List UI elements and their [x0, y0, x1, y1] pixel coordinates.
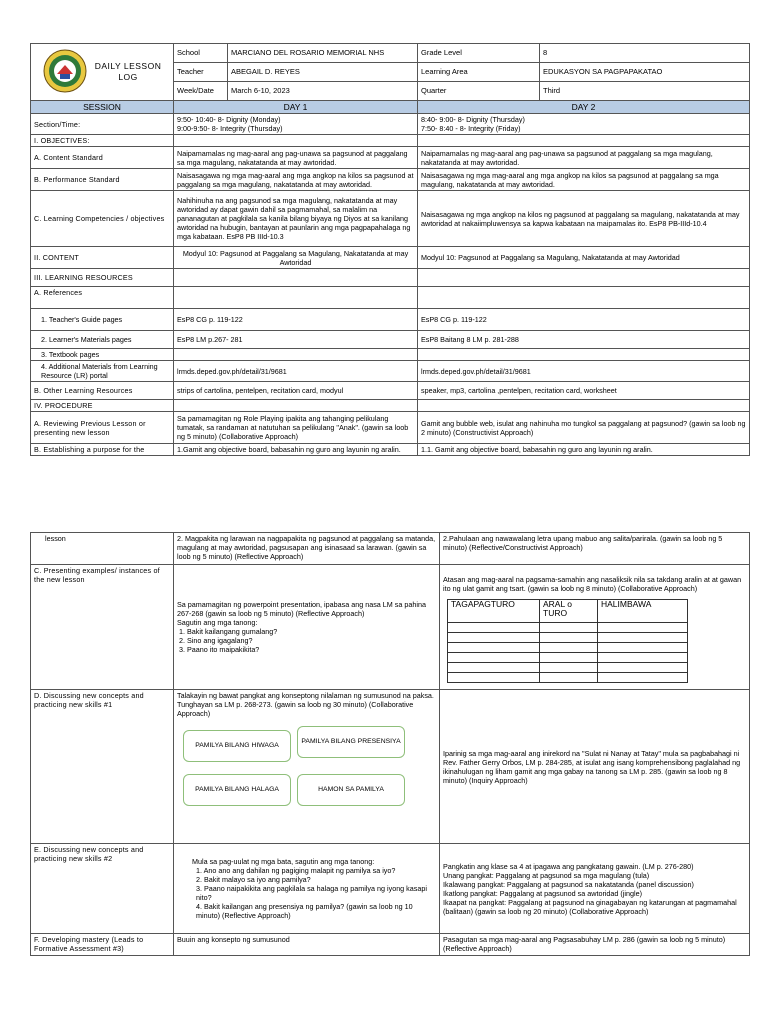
header-logo-cell: [31, 44, 174, 101]
discussing-concepts-2-day2: [440, 844, 750, 934]
tsart-cell: [448, 653, 540, 663]
discussing-concepts-1-day2: Iparinig sa mga mag-aaral ang inirekord na "Sulat ni Nanay at Tatay" mula sa pagbabahagi ni Rev. Father Gerry Orbos, LM p. 284-285, at isulat ang isang komprehensibong paglalahad ng ikinahulugan ng liham gamit ang mga gabay na tanong sa LM p. 285. (gawin sa loob ng 8 minuto) (Inquiry Approach): [440, 690, 750, 844]
teachers-guide-day2: EsP8 CG p. 119-122: [418, 309, 750, 331]
week-date-value: March 6-10, 2023: [228, 82, 418, 101]
discuss2-day2-group3: Ikatlong pangkat: Paggalang at pagsunod sa awtoridad (jingle): [443, 888, 642, 898]
learners-materials-day1: EsP8 LM p.267- 281: [174, 331, 418, 349]
concept-box-hamon: HAMON SA PAMILYA: [297, 774, 405, 806]
other-resources-day2: speaker, mp3, cartolina ,pentelpen, recitation card, worksheet: [418, 382, 750, 400]
tsart-table: [447, 599, 688, 683]
quarter-label: Quarter: [418, 82, 540, 101]
procedure-day2: [418, 400, 750, 412]
establish-purpose-day1: 1.Gamit ang objective board, babasahin ng guro ang layunin ng aralin.: [174, 444, 418, 456]
concept-boxes: [177, 722, 436, 827]
tsart-cell: [448, 633, 540, 643]
content-day2: Modyul 10: Pagsunod at Paggalang sa Magulang, Nakatatanda at may Awtoridad: [418, 247, 750, 269]
tsart-cell: [540, 663, 598, 673]
tsart-cell: [598, 633, 688, 643]
examples-day1-intro: Sa pamamagitan ng powerpoint presentation, ipabasa ang nasa LM sa pahina 267-268 (gawin sa loob ng 5 minuto) (Reflective Approach): [177, 600, 426, 618]
learners-materials-label: 2. Learner's Materials pages: [31, 331, 174, 349]
content-label: II. CONTENT: [31, 247, 174, 269]
objectives-day2: [418, 135, 750, 147]
tsart-cell: [540, 623, 598, 633]
tsart-cell: [598, 643, 688, 653]
developing-mastery-day2: Pasagutan sa mga mag-aaral ang Pagsasabuhay LM p. 286 (gawin sa loob ng 5 minuto) (Reflective Approach): [440, 934, 750, 956]
tsart-cell: [448, 663, 540, 673]
procedure-day1: [174, 400, 418, 412]
lr-portal-label: 4. Additional Materials from Learning Resource (LR) portal: [31, 361, 174, 382]
performance-standard-day1: Naisasagawa ng mga mag-aaral ang mga angkop na kilos sa pagsunod at paggalang sa mga magulang, nakatatanda at may awtoridad.: [174, 169, 418, 191]
content-standard-day2: Naipamamalas ng mag-aaral ang pag-unawa sa pagsunod at paggalang sa mga magulang, nakatatanda at may awtoridad.: [418, 147, 750, 169]
tsart-header-tagapagturo: TAGAPAGTURO: [448, 600, 540, 623]
discuss2-day2-group4: Ikaapat na pangkat: Paggalang at pagsunod na ginagabayan ng katarungan at pagmamahal (balitaan) (gawin sa loob ng 20 minuto) (Collaborative Approach): [443, 897, 737, 916]
lesson-day2: 2.Pahulaan ang nawawalang letra upang mabuo ang salita/parirala. (gawin sa loob ng 5 minuto) (Reflective/Constructivist Approach): [440, 533, 750, 565]
objectives-label: I. OBJECTIVES:: [31, 135, 174, 147]
school-value: MARCIANO DEL ROSARIO MEMORIAL NHS: [228, 44, 418, 63]
review-lesson-label: A. Reviewing Previous Lesson or presenting new lesson: [31, 412, 174, 444]
grade-level-label: Grade Level: [418, 44, 540, 63]
other-resources-label: B. Other Learning Resources: [31, 382, 174, 400]
section-time-label: Section/Time:: [31, 114, 174, 135]
content-standard-label: A. Content Standard: [31, 147, 174, 169]
doc-title: [95, 61, 162, 83]
other-resources-day1: strips of cartolina, pentelpen, recitation card, modyul: [174, 382, 418, 400]
teachers-guide-day1: EsP8 CG p. 119-122: [174, 309, 418, 331]
section-time-day1-line2: 9:00-9:50- 8- Integrity (Thursday): [177, 124, 283, 133]
discuss1-day1-text: Talakayin ng bawat pangkat ang konseptong nilalaman ng sumusunod na paksa. Tunghayan sa LM p. 268-273. (gawin sa loob ng 30 minuto) (Collaborative Approach): [177, 691, 434, 718]
content-standard-day1: Naipamamalas ng mag-aaral ang pag-unawa sa pagsunod at paggalang sa mga magulang, nakatatanda at may awtoridad.: [174, 147, 418, 169]
lesson-log-table-page2: [30, 532, 750, 956]
teachers-guide-label: 1. Teacher's Guide pages: [31, 309, 174, 331]
doc-title-line2: LOG: [118, 72, 138, 82]
learning-area-value: EDUKASYON SA PAGPAPAKATAO: [540, 63, 750, 82]
concept-box-presensiya: PAMILYA BILANG PRESENSIYA: [297, 726, 405, 758]
lr-portal-day2: lrmds.deped.gov.ph/detail/31/9681: [418, 361, 750, 382]
developing-mastery-label: F. Developing mastery (Leads to Formative Assessment #3): [31, 934, 174, 956]
tsart-cell: [540, 643, 598, 653]
section-time-day1: [174, 114, 418, 135]
quarter-value: Third: [540, 82, 750, 101]
objectives-day1: [174, 135, 418, 147]
discussing-concepts-2-day1: [174, 844, 440, 934]
discuss2-day1-q3: 3. Paano naipakikita ang pagkilala sa halaga ng pamilya ng iyong kasapi nito?: [196, 884, 427, 902]
doc-title-line1: DAILY LESSON: [94, 60, 162, 71]
performance-standard-label: B. Performance Standard: [31, 169, 174, 191]
concept-box-halaga: PAMILYA BILANG HALAGA: [183, 774, 291, 806]
learning-area-label: Learning Area: [418, 63, 540, 82]
competencies-label: C. Learning Competencies / objectives: [31, 191, 174, 247]
examples-day2-text: Atasan ang mag-aaral na pagsama-samahin ang nasaliksik nila sa takdang aralin at at gawan ito ng ulat gamit ang tsart. (gawin sa loob ng 8 minuto) (Collaborative Approach): [443, 575, 742, 593]
discuss2-day1-intro: Mula sa pag-uulat ng mga bata, sagutin ang mga tanong:: [192, 857, 375, 866]
presenting-examples-day1: [174, 565, 440, 690]
competencies-day1: Nahihinuha na ang pagsunod sa mga magulang, nakatatanda at may awtoridad ay dapat gawin dahil sa pagmamahal, sa malalim na pananagutan at pagkilala sa kanila bilang biyaya ng Diyos at sa kanilang awtoridad na hubugin, bantayan at paunlarin ang mga pagpapahalaga ng mga kabataan. EsP8 PB IIId-10.3: [174, 191, 418, 247]
presenting-examples-day2: [440, 565, 750, 690]
discussing-concepts-1-label: D. Discussing new concepts and practicing new skills #1: [31, 690, 174, 844]
tsart-cell: [448, 623, 540, 633]
school-label: School: [174, 44, 228, 63]
content-day1: Modyul 10: Pagsunod at Paggalang sa Magulang, Nakatatanda at may Awtoridad: [174, 247, 418, 269]
tsart-cell: [540, 673, 598, 683]
discuss2-day1-q4: 4. Bakit kailangan ang presensiya ng pamilya? (gawin sa loob ng 10 minuto) (Reflective Approach): [196, 902, 413, 920]
tsart-cell: [598, 663, 688, 673]
tsart-cell: [598, 623, 688, 633]
review-lesson-day2: Gamit ang bubble web, isulat ang nahinuha mo tungkol sa paggalang at pagsunod? (gawin sa loob ng 2 minuto) (Constructivist Approach): [418, 412, 750, 444]
school-seal-icon: [43, 49, 87, 95]
lesson-day1: 2. Magpakita ng larawan na nagpapakita ng pagsunod at paggalang sa matanda, magulang at may awtoridad, pagsusapan ang isinasaad sa larawan. (gawin sa loob ng 5 minuto) (Reflective Approach): [174, 533, 440, 565]
teacher-value: ABEGAIL D. REYES: [228, 63, 418, 82]
references-label: A. References: [31, 287, 174, 309]
section-time-day1-line1: 9:50- 10:40- 8- Dignity (Monday): [177, 115, 281, 124]
section-time-day2: [418, 114, 750, 135]
textbook-pages-day2: [418, 349, 750, 361]
tsart-cell: [540, 633, 598, 643]
references-day1: [174, 287, 418, 309]
tsart-cell: [598, 653, 688, 663]
discuss2-day2-group2: Ikalawang pangkat: Paggalang at pagsunod sa nakatatanda (panel discussion): [443, 879, 694, 889]
learning-resources-day2: [418, 269, 750, 287]
examples-day1-q1: 1. Bakit kailangang gumalang?: [179, 627, 278, 636]
presenting-examples-label: C. Presenting examples/ instances of the new lesson: [31, 565, 174, 690]
examples-day1-q3: 3. Paano ito maipakikita?: [179, 645, 260, 654]
lesson-log-table-page1: [30, 43, 750, 456]
day1-header: DAY 1: [174, 101, 418, 114]
references-day2: [418, 287, 750, 309]
procedure-label: IV. PROCEDURE: [31, 400, 174, 412]
lr-portal-day1: lrmds.deped.gov.ph/detail/31/9681: [174, 361, 418, 382]
textbook-pages-label: 3. Textbook pages: [31, 349, 174, 361]
learning-resources-label: III. LEARNING RESOURCES: [31, 269, 174, 287]
grade-level-value: 8: [540, 44, 750, 63]
tsart-cell: [598, 673, 688, 683]
discuss2-day2-intro: Pangkatin ang klase sa 4 at ipagawa ang pangkatang gawain. (LM p. 276-280): [443, 861, 694, 871]
developing-mastery-day1: Buuin ang konsepto ng sumusunod: [174, 934, 440, 956]
section-time-day2-line2: 7:50- 8:40 - 8- Integrity (Friday): [421, 124, 521, 133]
tsart-header-aral: ARAL o TURO: [540, 600, 598, 623]
discuss2-day2-group1: Unang pangkat: Paggalang at pagsunod sa mga magulang (tula): [443, 870, 650, 880]
review-lesson-day1: Sa pamamagitan ng Role Playing ipakita ang tahanging pelikulang tumatak, sa randaman at natutuhan sa pelikulang "Anak". (gawin sa loob ng 5 minuto) (Collaborative Approach): [174, 412, 418, 444]
tsart-cell: [448, 673, 540, 683]
tsart-cell: [540, 653, 598, 663]
discussing-concepts-1-day1: [174, 690, 440, 844]
examples-day1-q2: 2. Sino ang igagalang?: [179, 636, 253, 645]
week-date-label: Week/Date: [174, 82, 228, 101]
establish-purpose-label: B. Establishing a purpose for the: [31, 444, 174, 456]
tsart-cell: [448, 643, 540, 653]
teacher-label: Teacher: [174, 63, 228, 82]
learning-resources-day1: [174, 269, 418, 287]
textbook-pages-day1: [174, 349, 418, 361]
discussing-concepts-2-label: E. Discussing new concepts and practicing new skills #2: [31, 844, 174, 934]
competencies-day2: Naisasagawa ng mga angkop na kilos ng pagsunod at paggalang sa magulang, nakatatanda at may awtoridad at nakaiimpluwensya sa kapwa kabataan na maipamalas ito. EsP8 PB-IIId-10.4: [418, 191, 750, 247]
performance-standard-day2: Naisasagawa ng mga mag-aaral ang mga angkop na kilos sa pagsunod at paggalang sa mga magulang, nakatatanda at may awtoridad.: [418, 169, 750, 191]
learners-materials-day2: EsP8 Baitang 8 LM p. 281-288: [418, 331, 750, 349]
section-time-day2-line1: 8:40- 9:00- 8- Dignity (Thursday): [421, 115, 525, 124]
lesson-label: lesson: [31, 533, 174, 565]
discuss2-day1-q1: 1. Ano ano ang dahilan ng pagiging malapit ng pamilya sa iyo?: [196, 866, 396, 875]
day2-header: DAY 2: [418, 101, 750, 114]
establish-purpose-day2: 1.1. Gamit ang objective board, babasahin ng guro ang layunin ng aralin.: [418, 444, 750, 456]
tsart-header-halimbawa: HALIMBAWA: [598, 600, 688, 623]
discuss2-day1-q2: 2. Bakit malayo sa iyo ang pamilya?: [196, 875, 311, 884]
session-header: SESSION: [31, 101, 174, 114]
examples-day1-questions-intro: Sagutin ang mga tanong:: [177, 618, 258, 627]
concept-box-hiwaga: PAMILYA BILANG HIWAGA: [183, 730, 291, 762]
